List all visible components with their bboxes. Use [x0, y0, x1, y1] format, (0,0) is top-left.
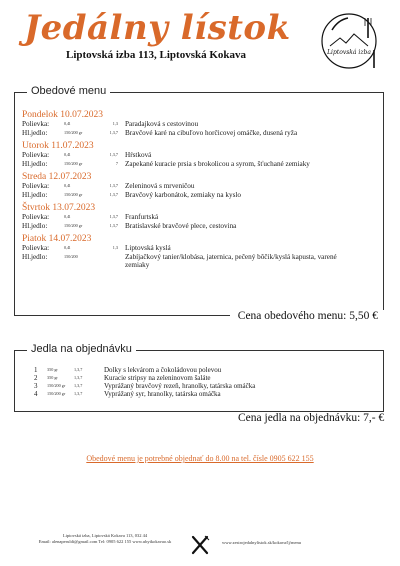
order-item-quantity: 150/200 gr [47, 391, 66, 396]
row-label: Polievka: [22, 151, 50, 159]
row-dish: Bravčové karé na cibuľovo horčicovej omáčke, dusená ryža [125, 129, 298, 137]
row-dish: Paradajková s cestovinou [125, 120, 199, 128]
menu-row-main [22, 191, 362, 200]
order-item-number: 3 [34, 382, 38, 390]
order-item-number: 4 [34, 390, 38, 398]
fork-knife-icon [189, 534, 211, 556]
menu-row-soup [22, 182, 362, 191]
order-item-quantity: 350 gr [47, 375, 58, 380]
order-menu-price: Cena jedla na objednávku: 7,- € [232, 412, 390, 424]
footer-contact-line: Email: alenaperuldi@gmail.com Tel: 0905 622 155 www.ubytkokavao.sk [38, 539, 172, 544]
order-item-allergens: 1,3,7 [74, 375, 83, 380]
page-title: Jedálny lístok [24, 8, 291, 48]
restaurant-logo [318, 10, 380, 72]
order-item-quantity: 150/200 gr [47, 383, 66, 388]
row-quantity: 150/200 gr [64, 192, 83, 197]
order-item-dish: Dolky s lekvárom a čokoládovou polevou [104, 366, 222, 374]
order-item [34, 382, 334, 390]
row-quantity: 0,4l [64, 245, 71, 250]
row-label: Hl.jedlo: [22, 129, 48, 137]
order-item-number: 2 [34, 374, 38, 382]
row-dish: Bratislavské bravčové plece, cestovina [125, 222, 237, 230]
row-label: Polievka: [22, 182, 50, 190]
order-item-dish: Vyprážaný syr, hranolky, tatárska omáčka [104, 390, 221, 398]
menu-row-main [22, 222, 362, 231]
order-item-allergens: 1,3,7 [74, 391, 83, 396]
footer-contact [30, 533, 180, 545]
row-quantity: 150/200 gr [64, 223, 83, 228]
row-label: Hl.jedlo: [22, 253, 48, 261]
day-block-thursday [22, 203, 362, 231]
row-label: Hl.jedlo: [22, 222, 48, 230]
row-allergens: 1,3,7 [109, 130, 118, 135]
row-allergens: 1,3,7 [109, 183, 118, 188]
row-quantity: 0,4l [64, 152, 71, 157]
row-label: Hl.jedlo: [22, 160, 48, 168]
row-label: Polievka: [22, 244, 50, 252]
row-quantity: 150/200 gr [64, 130, 83, 135]
order-item-number: 1 [34, 366, 38, 374]
menu-row-main [22, 253, 362, 271]
row-allergens: 1,3 [112, 121, 118, 126]
row-quantity: 0,4l [64, 214, 71, 219]
row-dish: Hŕstková [125, 151, 152, 159]
row-quantity: 0,4l [64, 121, 71, 126]
row-allergens: 1,3 [112, 245, 118, 250]
logo-text: Liptovská izba [327, 49, 371, 56]
day-name: Utorok 11.07.2023 [22, 141, 94, 151]
row-dish: Liptovská kyslá [125, 244, 171, 252]
menu-row-soup [22, 213, 362, 222]
row-allergens: 1,3,7 [109, 152, 118, 157]
row-allergens: 1,3,7 [109, 192, 118, 197]
order-item-dish: Vyprážaný bravčový rezeň, hranolky, tatárska omáčka [104, 382, 256, 390]
day-block-friday [22, 234, 362, 271]
row-dish: Zeleninová s mrveničou [125, 182, 195, 190]
day-name: Streda 12.07.2023 [22, 172, 92, 182]
order-item [34, 390, 334, 398]
lunch-menu-price: Cena obedového menu: 5,50 € [230, 310, 384, 322]
row-dish: Franfurtská [125, 213, 159, 221]
day-block-tuesday [22, 141, 362, 169]
menu-row-soup [22, 151, 362, 160]
day-block-wednesday [22, 172, 362, 200]
order-item [34, 366, 334, 374]
menu-row-soup [22, 120, 362, 129]
day-block-monday [22, 110, 362, 138]
order-item-allergens: 1,3,7 [74, 367, 83, 372]
row-quantity: 0,4l [64, 183, 71, 188]
footer-website-link[interactable]: www.zestrojedalnylistok.sk/kokava/lj/menu [222, 540, 301, 545]
menu-row-main [22, 129, 362, 138]
order-menu-legend: Jedla na objednávku [27, 343, 136, 355]
row-quantity: 150/200 [64, 254, 78, 259]
page-subtitle: Liptovská izba 113, Liptovská Kokava [66, 49, 247, 61]
menu-row-soup [22, 244, 362, 253]
order-item-quantity: 350 gr [47, 367, 58, 372]
row-label: Hl.jedlo: [22, 191, 48, 199]
order-notice-link[interactable]: Obedové menu je potrebné objednať do 8.00 na tel. čísle 0905 622 155 [86, 454, 314, 463]
row-allergens: 7 [115, 161, 118, 166]
row-dish: Bravčový karbonátok, zemiaky na kyslo [125, 191, 241, 199]
lunch-menu-legend: Obedové menu [27, 85, 110, 97]
day-name: Piatok 14.07.2023 [22, 234, 92, 244]
row-allergens: 1,3,7 [109, 223, 118, 228]
row-dish: Zabíjačkový tanier/klobása, jaternica, pečený bôčik/kyslá kapusta, varené zemiaky [125, 253, 337, 269]
row-label: Polievka: [22, 213, 50, 221]
day-name: Pondelok 10.07.2023 [22, 110, 104, 120]
footer-address: Liptovská izba, Liptovská Kokava 113, 032 44 [62, 533, 148, 538]
row-allergens: 1,3,7 [109, 214, 118, 219]
row-dish: Zapekané kuracie prsia s brokolicou a syrom, šťuchané zemiaky [125, 160, 310, 168]
order-item-allergens: 1,3,7 [74, 383, 83, 388]
order-item [34, 374, 334, 382]
row-quantity: 150/200 gr [64, 161, 83, 166]
menu-row-main [22, 160, 362, 169]
order-item-dish: Kuracie stripsy na zeleninovom šaláte [104, 374, 211, 382]
day-name: Štvrtok 13.07.2023 [22, 203, 96, 213]
row-label: Polievka: [22, 120, 50, 128]
